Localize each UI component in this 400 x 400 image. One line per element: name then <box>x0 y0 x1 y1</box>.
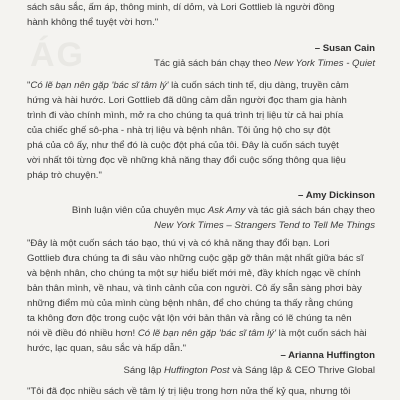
book-title: Có lẽ bạn nên gặp 'bác sĩ tâm lý' <box>30 80 169 91</box>
attribution-susan-cain <box>154 41 375 71</box>
quote-line: và bệnh nhân, cho chúng ta một sự hiểu biết mới mẻ, đầy khích ngạc về chính <box>27 268 361 279</box>
book-title: Có lẽ bạn nên gặp 'bác sĩ tâm lý' <box>137 328 276 339</box>
quote-text: là một cuốn sách hài <box>275 328 367 339</box>
desc-text: và tác giả sách bán chạy theo <box>245 205 375 216</box>
quote-line: "Đây là một cuốn sách táo bạo, thú vị và có khả năng thay đổi bạn. Lori <box>27 238 330 249</box>
quote-line: "Tôi đã đọc nhiều sách về tâm lý trị liệu trong hơn nửa thế kỷ qua, nhưng tôi <box>27 386 351 397</box>
author-description <box>72 203 375 218</box>
quote-next <box>27 384 379 399</box>
author-description <box>72 218 375 233</box>
desc-title: Huffington Post <box>163 365 230 376</box>
desc-title: New York Times - Quiet <box>273 58 375 69</box>
quote-line: của chiếc ghế sô-pha - nhà trị liệu và bệnh nhân. Tôi ủng hộ cho sự đột <box>27 125 331 136</box>
quote-line: pháp trò chuyện." <box>27 170 102 181</box>
quote-arianna-huffington <box>27 236 379 356</box>
quote-line: hành không thể tuyệt vời hơn." <box>27 17 159 28</box>
quote-line: sách sâu sắc, ấm áp, thông minh, dí dỏm, và Lori Gottlieb là người đồng <box>27 2 335 13</box>
quote-line: những điểm mù của mình cùng bệnh nhân, để cho chúng ta thấy rằng chúng <box>27 298 353 309</box>
quote-line <box>27 78 379 93</box>
desc-title: Ask Amy <box>207 205 246 216</box>
quote-line: ta không đơn độc trong cuộc vật lộn với bản thân và rằng có lẽ chúng ta nên <box>27 313 352 324</box>
attribution-amy-dickinson <box>72 188 375 233</box>
attribution-arianna-huffington <box>123 348 375 378</box>
author-name: – Arianna Huffington <box>280 350 375 361</box>
author-name: – Susan Cain <box>314 43 375 54</box>
quote-text: nói về điều đó nhiều hơn! <box>27 328 138 339</box>
quote-line: hứng và hài hước. Lori Gottlieb đã dũng cảm dẫn người đọc tham gia hành <box>27 95 347 106</box>
author-description <box>154 56 375 71</box>
open-quote: " <box>27 80 31 91</box>
quote-text: là cuốn sách tinh tế, dịu dàng, truyền cảm <box>168 80 349 91</box>
desc-text: Bình luận viên của chuyên mục <box>71 205 208 216</box>
quote-amy-dickinson <box>27 78 379 183</box>
desc-text: Tác giả sách bán chạy theo <box>153 58 274 69</box>
quote-line: hước, lạc quan, sâu sắc và hấp dẫn." <box>27 343 187 354</box>
desc-text: và Sáng lập & CEO Thrive Global <box>229 365 375 376</box>
quote-line: Gottlieb đưa chúng ta đi sâu vào những cuộc gặp gỡ thân mật nhất giữa bác sĩ <box>27 253 364 264</box>
author-description <box>123 363 375 378</box>
author-name: – Amy Dickinson <box>298 190 375 201</box>
quote-line: trình đi vào chính mình, mở ra cho chúng ta quá trình trị liệu từ cả hai phía <box>27 110 344 121</box>
quote-susan-cain <box>27 0 379 30</box>
background-watermark: ÁG <box>30 36 85 74</box>
desc-text: Sáng lập <box>123 365 164 376</box>
quote-line: bản thân mình, về nhau, và tình cảnh của con người. Cô ấy sẵn sàng phơi bày <box>27 283 362 294</box>
desc-title: New York Times – Strangers Tend to Tell Me Things <box>154 220 375 231</box>
quote-line: vời nhất tôi từng đọc về những khả năng thay đổi cuộc sống thông qua liệu <box>27 155 346 166</box>
quote-line <box>27 326 379 341</box>
quote-line: phá của cô ấy, như thể đó là cuộc đột phá của tôi. Đây là cuốn sách tuyệt <box>27 140 339 151</box>
